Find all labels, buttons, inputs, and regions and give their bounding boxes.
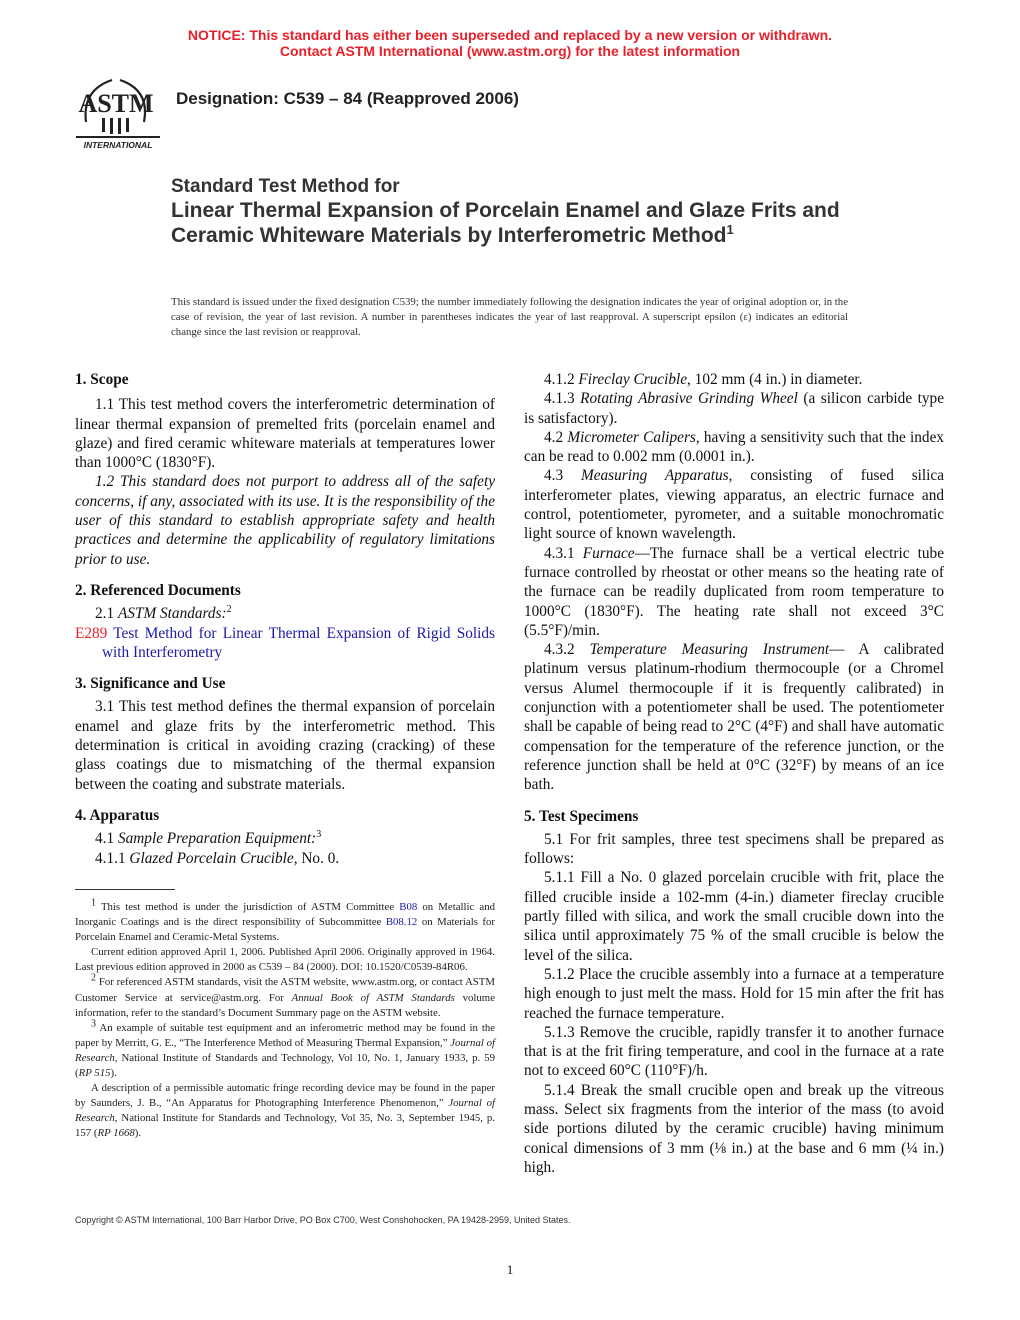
fn3-b: , National Institute of Standards and Technology, Vol 10, No. 1, January 1933, p. 59 (: [75, 1051, 495, 1080]
preamble: This standard is issued under the fixed designation C539; the number immediately following the designation indicates the year of original adoption or, in the case of revision, the year of last revision. A number in parentheses indicates the year of last reapproval. A superscript epsilon (ε) indicates an editorial change since the last revision or reapproval.: [171, 296, 848, 338]
section-5-1: 5.1 For frit samples, three test specimens shall be prepared as follows:: [524, 830, 944, 868]
section-4-3-1: [524, 544, 944, 640]
section-4-1-2-rest: , 102 mm (4 in.) in diameter.: [687, 371, 863, 388]
fn1-b: on Metallic and Inorganic Coatings and is the direct responsibility of Subcommittee: [75, 901, 495, 929]
notice-line-2: Contact ASTM International (www.astm.org) for the latest information: [279, 43, 741, 59]
section-1-1: 1.1 This test method covers the interferometric determination of linear thermal expansion of premelted frits (porcelain enamel and glaze) and fired ceramic whiteware materials at temperatures lower than 1000°C (1830°F).: [75, 396, 495, 472]
fn2-a: For referenced ASTM standards, visit the ASTM website, www.astm.org, or contact ASTM Customer Service at service@astm.org. For: [75, 976, 495, 1004]
section-4-1-1-term: Glazed Porcelain Crucible: [129, 849, 294, 867]
section-4-1-3-num: 4.1.3: [544, 390, 575, 408]
section-4-3-num: 4.3: [544, 467, 564, 485]
section-4-3-2-rest: — A calibrated platinum versus platinum-rhodium thermocouple (or a Chromel versus Alumel thermocouple if it is frequently calibrated) in conjunction with a potentiometer shall be used. The potentiometer shall be capable of being read to 2°C (4°F) and shall have automatic compensation for the temperature of the reference junction, or the reference junction shall be held at 0°C (32°F) by means of an ice bath.: [524, 641, 944, 794]
section-1-2: 1.2 This standard does not purport to address all of the safety concerns, if any, associated with its use. It is the responsibility of the user of this standard to establish appropriate safety and health practices and determine the applicability of regulatory limitations prior to use.: [75, 473, 495, 568]
section-4-3-1-term: Furnace: [582, 544, 635, 562]
section-1-heading: 1. Scope: [75, 371, 129, 388]
fn4-a: A description of a permissible automatic fringe recording device may be found in the paper by Saunders, J. B., “An Apparatus for Photographing Interference Phenomenon,”: [75, 1082, 495, 1110]
section-4-2-rest: , having a sensitivity such that the index can be read to 0.002 mm (0.0001 in.).: [524, 428, 945, 466]
section-4-1-3: [524, 389, 944, 428]
footnote-1: $^1$ This test method is under the jurisdiction of ASTM Committee B08 on Metallic and Inorganic Coatings and is the direct responsibility of Subcommittee B08.12 on Materials for Porcelain Enamel and Ceramic-Metal Systems.: [75, 897, 495, 944]
section-2-1-text: ASTM Standards:: [117, 605, 227, 623]
referenced-standard-e289[interactable]: [75, 624, 495, 663]
fn2-b: volume information, refer to the standard’s Document Summary page on the ASTM website.: [75, 991, 495, 1019]
copyright: Copyright © ASTM International, 100 Barr Harbor Drive, PO Box C700, West Conshohocken, PA 19428-2959, United States.: [75, 1215, 571, 1225]
section-4-2-term: Micrometer Calipers: [567, 428, 696, 446]
fn3-c: ).: [110, 1067, 117, 1080]
fn3-journal: Journal of Research: [75, 1036, 495, 1064]
section-4-3: [524, 466, 944, 543]
section-4-3-term: Measuring Apparatus: [580, 467, 729, 485]
logo-text: ASTM: [78, 89, 154, 118]
logo-subtitle: INTERNATIONAL: [83, 140, 153, 150]
title-footnote-marker[interactable]: 1: [726, 222, 734, 237]
section-4-3-2: [524, 640, 944, 794]
fn1-a: This test method is under the jurisdiction of ASTM Committee: [100, 901, 400, 913]
fn4-c: ).: [134, 1127, 142, 1140]
section-4-1: [75, 829, 495, 848]
footnote-2: $^2$ For referenced ASTM standards, visit the ASTM website, www.astm.org, or contact ASTM Customer Service at service@astm.org. For Annual Book of ASTM Standards volume information, refer to the standard’s Document Summary page on the ASTM website.: [75, 972, 495, 1019]
section-4-1-1-num: 4.1.1: [95, 849, 126, 867]
fn4-journal: Journal of Research: [75, 1097, 496, 1125]
fn4-rp: RP 1668: [97, 1127, 135, 1140]
astm-logo: [72, 70, 164, 152]
fn3-rp: RP 515: [78, 1067, 111, 1080]
supersede-notice: [0, 27, 1020, 59]
section-2-1: [75, 604, 495, 623]
section-4-1-3-rest: (a silicon carbide type is satisfactory).: [524, 390, 944, 427]
left-column: [75, 370, 495, 868]
fn2-italic: Annual Book of ASTM Standards: [291, 991, 455, 1004]
section-4-3-rest: , consisting of fused silica interferometer plates, viewing apparatus, an electric furnace and control, potentiometer, pyrometer, and a suitable monochromatic light source of known wavelength.: [524, 467, 945, 543]
section-4-1-3-term: Rotating Abrasive Grinding Wheel: [580, 390, 798, 408]
section-5-1-2: 5.1.2 Place the crucible assembly into a furnace at a temperature high enough to just melt the mass. Hold for 15 min after the frit has reached the furnace temperature.: [524, 965, 944, 1022]
section-4-1-sup[interactable]: 3: [316, 829, 322, 841]
section-4-1-num: 4.1: [95, 830, 115, 848]
title-main: Linear Thermal Expansion of Porcelain Enamel and Glaze Frits and Ceramic Whiteware Materials by Interferometric Method: [171, 199, 840, 247]
section-5-1-3: 5.1.3 Remove the crucible, rapidly transfer it to another furnace that is at the frit firing temperature, and cool in the furnace at a rate not to exceed 60°C (110°F)/h.: [524, 1023, 944, 1080]
document-title: [171, 198, 851, 248]
fn1-link-b08[interactable]: B08: [399, 901, 418, 913]
fn4-b: , National Institute for Standards and Technology, Vol 35, No. 3, September 1945, p. 157 (: [75, 1112, 495, 1140]
section-4-3-2-num: 4.3.2: [544, 641, 575, 659]
section-3-heading: 3. Significance and Use: [75, 675, 226, 693]
footnote-3: $^3$ An example of suitable test equipment and an inferometric method may be found in the paper by Merritt, G. E., “The Interference Method of Measuring Thermal Expansion,” Journal of Research, National Institute of Standards and Technology, Vol 10, No. 1, January 1933, p. 59 (RP 515).: [75, 1018, 496, 1080]
section-4-1-text: Sample Preparation Equipment:: [117, 830, 317, 848]
notice-line-1: NOTICE: This standard has either been superseded and replaced by a new version or withdrawn.: [187, 27, 833, 43]
footnote-4: [75, 1081, 495, 1141]
section-2-heading: 2. Referenced Documents: [75, 581, 241, 599]
section-2-1-num: 2.1: [95, 605, 115, 623]
right-column: [524, 370, 944, 1177]
footnotes: [75, 897, 496, 1142]
footnote-divider: [75, 889, 175, 890]
section-5-1-4: 5.1.4 Break the small crucible open and break up the vitreous mass. Select six fragments from the interior of the mass (to avoid side portions diluted by the ceramic crucible) having minimum conical dimensions of 3 mm (⅛ in.) at the base and 6 mm (¼ in.) high.: [524, 1081, 944, 1176]
page-number: 1: [506, 1262, 514, 1277]
footnote-1-edition: Current edition approved April 1, 2006. Published April 2006. Originally approved in 1964. Last previous edition approved in 2000 as C539 – 84 (2000). DOI: 10.1520/C0539-84R06.: [75, 946, 495, 974]
ref-code[interactable]: E289: [75, 624, 108, 642]
section-4-1-2-term: Fireclay Crucible: [578, 371, 688, 388]
section-2-1-sup[interactable]: 2: [226, 604, 232, 616]
section-4-1-1: [75, 849, 495, 868]
section-5-heading: 5. Test Specimens: [524, 807, 639, 825]
section-4-2-num: 4.2: [544, 428, 564, 446]
title-line-1: Standard Test Method for: [171, 176, 400, 197]
section-3-1: 3.1 This test method defines the thermal expansion of porcelain enamel and glaze frits by the interferometric method. This determination is critical in avoiding crazing (cracking) of these glass coatings due to mismatching of the thermal expansion between the coating and substrate materials.: [75, 698, 495, 793]
section-4-1-1-rest: , No. 0.: [293, 849, 340, 867]
designation: Designation: C539 – 84 (Reapproved 2006): [176, 89, 519, 108]
section-4-3-2-term: Temperature Measuring Instrument: [589, 641, 830, 659]
section-4-1-2: [524, 370, 944, 389]
section-5-1-1: 5.1.1 Fill a No. 0 glazed porcelain crucible with frit, place the filled crucible inside a 102-mm (4-in.) diameter fireclay crucible partly filled with silica, and work the small crucible down into the silica until approximately 75 % of the small crucible is below the level of the silica.: [524, 869, 944, 964]
section-4-1-2-num: 4.1.2: [544, 371, 575, 388]
ref-title[interactable]: Test Method for Linear Thermal Expansion of Rigid Solids with Interferometry: [102, 624, 495, 661]
section-4-3-1-rest: —The furnace shall be a vertical electric tube furnace controlled by rheostat or other means so the heating rate of the furnace can be readily duplicated from room temperature to 1000°C (1830°F). The heating rate shall not exceed 3°C (5.5°F)/min.: [524, 544, 944, 639]
section-4-3-1-num: 4.3.1: [544, 544, 575, 562]
fn1-c: on Materials for Porcelain Enamel and Ceramic-Metal Systems.: [75, 916, 495, 944]
section-4-2: [524, 428, 944, 467]
fn1-link-b08-12[interactable]: B08.12: [385, 916, 418, 929]
fn3-a: An example of suitable test equipment and an inferometric method may be found in the paper by Merritt, G. E., “The Interference Method of Measuring Thermal Expansion,”: [75, 1021, 496, 1049]
section-4-heading: 4. Apparatus: [75, 806, 160, 824]
